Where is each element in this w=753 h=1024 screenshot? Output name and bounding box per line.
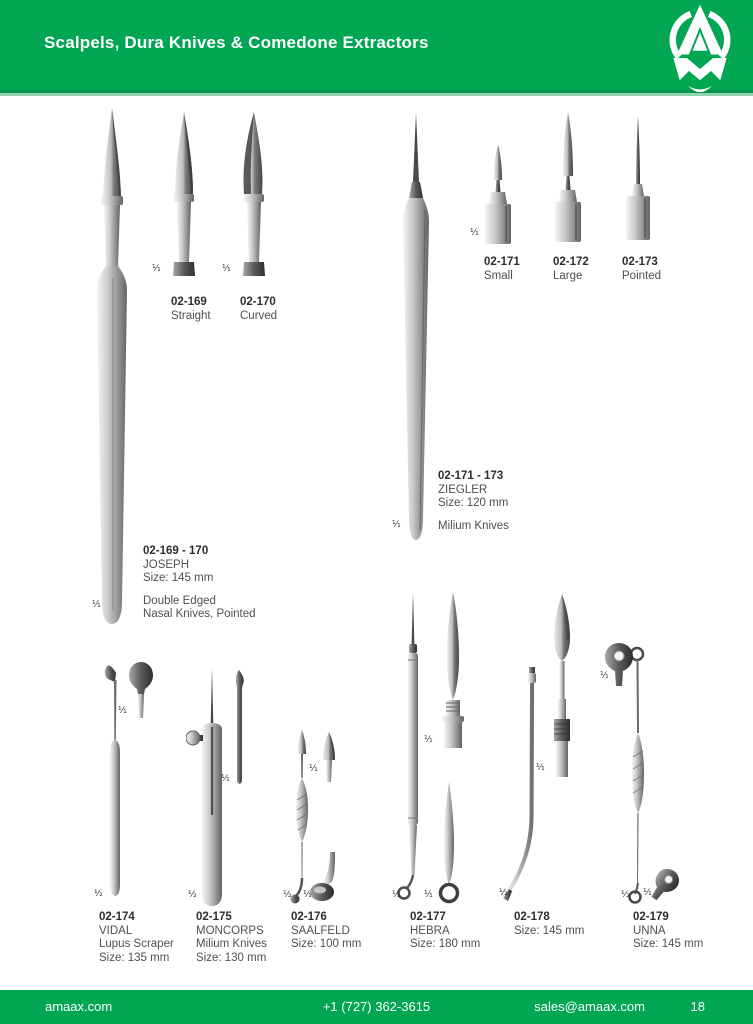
header-divider-light [0,93,753,96]
vidal-scraper-illustration [100,662,128,902]
product-line: Milium Knives [196,938,267,950]
product-size: Size: 120 mm [438,497,509,509]
scale-mark: ¹⁄₁ [600,671,609,681]
product-label-02-177 [410,911,480,952]
vidal-tip-detail-illustration [126,660,156,722]
product-label-02-178 [514,911,584,938]
ziegler-knife-illustration [396,110,436,542]
scale-mark: ¹⁄₁ [424,735,433,745]
product-line: UNNA [633,924,666,937]
hebra-lancet-detail-illustration [438,590,468,750]
product-code-range: 02-169 - 170 [143,545,209,557]
page-title: Scalpels, Dura Knives & Comedone Extractors [44,33,429,52]
product-note: Milium Knives [438,519,509,532]
scale-mark: ¹⁄₁ [392,520,401,530]
variant-label-02-170 [240,296,277,323]
product-note: Nasal Knives, Pointed [143,608,256,620]
unna-head-detail-illustration [602,642,636,690]
joseph-description [143,545,256,622]
product-code: 02-177 [410,911,446,923]
variant-label-02-171 [484,256,520,283]
ziegler-small-tip-illustration [478,112,518,246]
scale-mark: ¹⁄₁ [309,764,318,774]
scale-mark: ¹⁄₁ [221,774,230,784]
moncorps-blade-detail-illustration [230,668,248,790]
product-line: Size: 130 mm [196,951,267,964]
product-name: JOSEPH [143,558,190,571]
variant-name: Large [553,269,583,282]
variant-code: 02-169 [171,296,207,308]
product-label-02-176 [291,911,361,952]
product-code: 02-174 [99,911,135,923]
variant-code: 02-173 [622,256,658,268]
variant-label-02-172 [553,256,589,283]
scale-mark: ¹⁄₁ [152,264,161,274]
product-line: Lupus Scraper [99,938,174,950]
product-line: Size: 135 mm [99,951,170,964]
joseph-curved-blade-illustration [232,110,276,290]
variant-name: Pointed [622,269,662,282]
scale-mark: ½ [188,890,197,900]
scale-mark: ¹⁄₁ [424,890,433,900]
variant-label-02-173 [622,256,661,283]
product-code: 02-176 [291,911,327,923]
product-line: MONCORPS [196,924,264,937]
scale-mark: ¹⁄₁ [470,228,479,238]
product-line: Size: 145 mm [633,938,704,950]
scale-mark: ¹⁄₁ [536,763,545,773]
scale-mark: ¹⁄₁ [222,264,231,274]
product-label-02-175 [196,911,267,965]
product-line: Size: 180 mm [410,938,481,950]
product-line: SAALFELD [291,924,350,937]
footer-email: sales@amaax.com [534,999,645,1014]
scale-mark: ¹⁄₁ [92,600,101,610]
product-size: Size: 145 mm [143,572,214,584]
product-label-02-174 [99,911,174,965]
unna-head-detail-illustration [648,866,680,906]
product-line: Size: 100 mm [291,938,362,950]
joseph-straight-blade-illustration [162,110,206,290]
scale-mark: ½ [499,888,508,898]
product-code-range: 02-171 - 173 [438,470,504,482]
product-code: 02-178 [514,911,550,923]
variant-name: Straight [171,309,211,322]
ziegler-pointed-tip-illustration [618,112,658,242]
product-label-02-179 [633,911,703,952]
brand-logo-icon [652,2,748,94]
product-code: 02-179 [633,911,669,923]
footer-phone: +1 (727) 362-3615 [322,999,431,1014]
ziegler-description [438,470,509,533]
scale-mark: ½ [621,890,630,900]
variant-name: Curved [240,309,278,322]
footer-page-number: 18 [690,999,705,1014]
scale-mark: ½ [94,889,103,899]
variant-code: 02-172 [553,256,589,268]
product-note: Double Edged [143,594,216,607]
saalfeld-spear-detail-illustration [318,730,340,785]
footer-bar [0,990,753,1024]
saalfeld-scoop-detail-illustration [308,850,340,906]
scale-mark: ½ [392,890,401,900]
scale-mark: ¹⁄₁ [303,890,312,900]
lancet-detail-illustration [546,592,578,780]
scale-mark: ¹⁄₁ [118,706,127,716]
scale-mark: ½ [283,890,292,900]
footer-website: amaax.com [45,999,113,1014]
variant-code: 02-170 [240,296,276,308]
ziegler-large-tip-illustration [548,108,588,244]
variant-label-02-169 [171,296,211,323]
hebra-extractor-illustration [396,590,422,905]
product-line: HEBRA [410,924,450,937]
product-line: Size: 145 mm [514,924,585,937]
joseph-knife-illustration [88,106,136,638]
curved-knife-illustration [503,665,539,905]
variant-name: Small [484,269,513,282]
hebra-loop-detail-illustration [436,780,462,905]
product-line: VIDAL [99,924,133,937]
scale-mark: ¹⁄₁ [643,888,652,898]
product-name: ZIEGLER [438,483,488,496]
product-code: 02-175 [196,911,232,923]
variant-code: 02-171 [484,256,520,268]
